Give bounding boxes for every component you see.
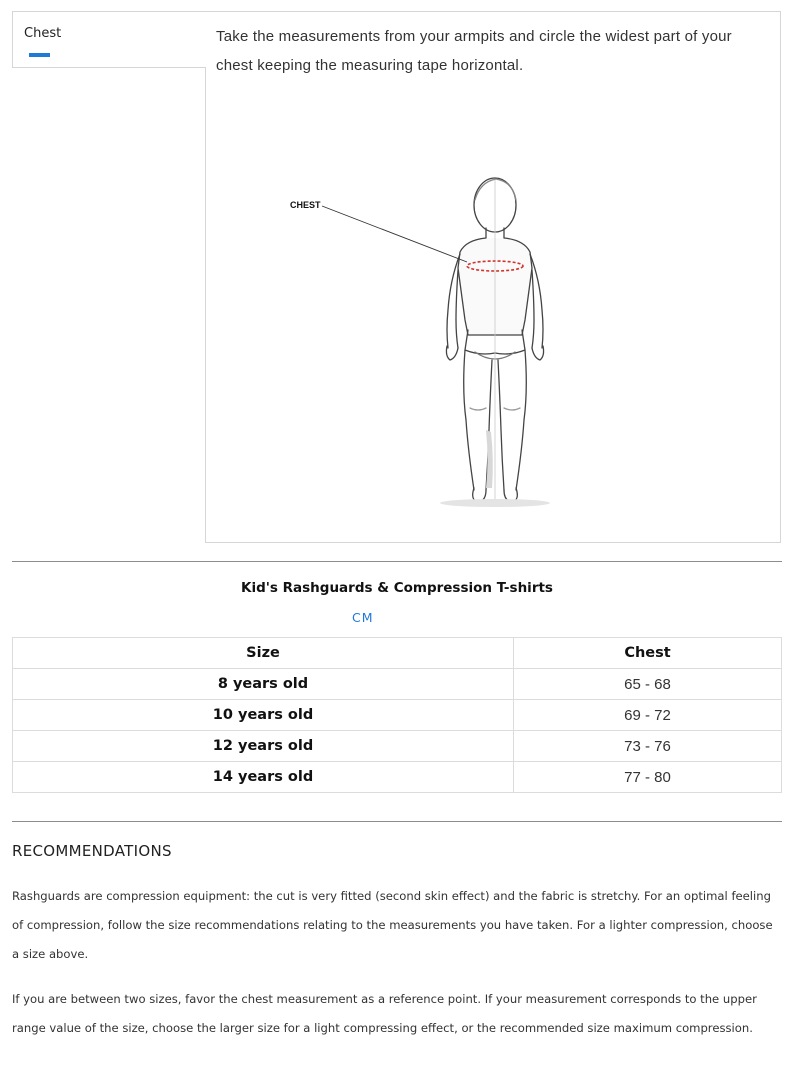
figure-right-leg [498, 350, 526, 490]
size-cell: 12 years old [13, 731, 514, 762]
size-chart-table [12, 637, 782, 793]
section-divider-bottom [12, 821, 782, 822]
active-tab-indicator [29, 53, 50, 57]
chest-cell: 69 - 72 [514, 700, 782, 731]
size-cell: 14 years old [13, 762, 514, 793]
section-divider-top [12, 561, 782, 562]
unit-toggle-cm[interactable]: CM [352, 610, 374, 625]
figure-shadow [440, 499, 550, 507]
tab-chest[interactable] [12, 11, 206, 68]
chest-cell: 65 - 68 [514, 669, 782, 700]
tab-chest-label: Chest [24, 26, 62, 41]
chest-cell: 73 - 76 [514, 731, 782, 762]
child-body-illustration [270, 170, 570, 515]
measurement-instruction: Take the measurements from your armpits and circle the widest part of your chest keeping the measuring tape horizontal. [216, 28, 732, 74]
table-row [13, 762, 782, 793]
table-row [13, 700, 782, 731]
chest-figure-label: CHEST [290, 200, 321, 210]
figure-leg-shading [486, 430, 493, 488]
table-row [13, 669, 782, 700]
table-row [13, 731, 782, 762]
size-cell: 8 years old [13, 669, 514, 700]
recommendation-paragraph-2: If you are between two sizes, favor the chest measurement as a reference point. If your measurement corresponds to the upper range value of the size, choose the larger size for a light compressing effect, or the recommended size maximum compression. [12, 992, 757, 1035]
recommendation-paragraph-1: Rashguards are compression equipment: the cut is very fitted (second skin effect) and the fabric is stretchy. For an optimal feeling of compression, follow the size recommendations relating to the measurements you have taken. For a lighter compression, choose a size above. [12, 889, 773, 961]
header-chest: Chest [514, 638, 782, 669]
header-size: Size [13, 638, 514, 669]
chest-cell: 77 - 80 [514, 762, 782, 793]
recommendations-heading: RECOMMENDATIONS [12, 842, 172, 860]
size-cell: 10 years old [13, 700, 514, 731]
size-table-title: Kid's Rashguards & Compression T-shirts [241, 580, 553, 596]
chest-pointer-line [322, 206, 467, 262]
table-header-row [13, 638, 782, 669]
